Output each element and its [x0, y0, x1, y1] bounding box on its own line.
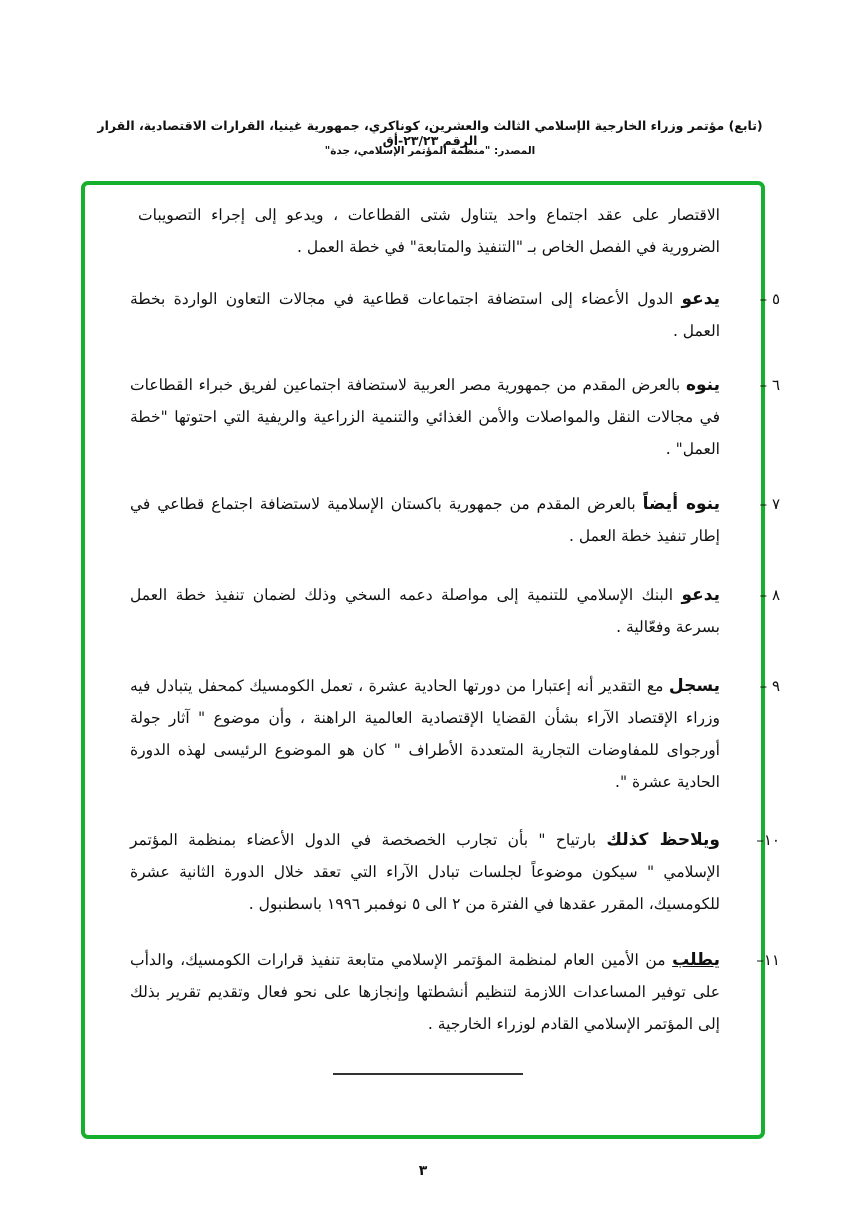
item-verb: ويلاحظ كذلك: [606, 830, 720, 850]
resolution-item-10: [130, 824, 780, 920]
item-number: ٦ –: [759, 376, 780, 394]
item-text: بالعرض المقدم من جمهورية مصر العربية لاستضافة اجتماعين لفريق خبراء القطاعات في مجالات النقل والمواصلات والأمن الغذائي والتنمية الزراعية والريفية التي احتوتها "خطة العمل" .: [130, 376, 720, 458]
resolution-item-8: [130, 579, 780, 643]
item-verb: يدعو: [681, 585, 720, 605]
item-verb: ينوه: [685, 375, 720, 395]
item-text: بالعرض المقدم من جمهورية باكستان الإسلامية لاستضافة اجتماع قطاعي في إطار تنفيذ خطة العمل .: [130, 495, 720, 545]
item-verb: يدعو: [681, 289, 720, 309]
item-number: ٧ –: [759, 495, 780, 513]
item-number: ١١–: [756, 951, 780, 969]
item-number: ٩ –: [759, 677, 780, 695]
item-number: ١٠–: [756, 831, 780, 849]
continuation-paragraph: الاقتصار على عقد اجتماع واحد يتناول شتى القطاعات ، ويدعو إلى إجراء التصويبات الضرورية في الفصل الخاص بـ "التنفيذ والمتابعة" في خطة العمل .: [138, 206, 720, 256]
item-text: من الأمين العام لمنظمة المؤتمر الإسلامي متابعة تنفيذ قرارات الكومسيك، والدأب على توفير المساعدات اللازمة لتنظيم أنشطتها وإنجازها على نحو فعال وتقديم تقرير بذلك إلى المؤتمر الإسلامي القادم لوزراء الخارجية .: [130, 951, 720, 1033]
resolution-item-6: [130, 369, 780, 465]
item-text: البنك الإسلامي للتنمية إلى مواصلة دعمه السخي وذلك لضمان تنفيذ خطة العمل بسرعة وفعّالية .: [130, 586, 720, 636]
resolution-item-5: [130, 283, 780, 347]
item-verb: يسجل: [668, 676, 721, 696]
item-number: ٥ –: [759, 290, 780, 308]
document-header-title: (تابع) مؤتمر وزراء الخارجية الإسلامي الثالث والعشرين، كوناكري، جمهورية غينيا، القرارات الاقتصادية، القرار الرقم ٢٣/٢٣-أق: [97, 118, 763, 148]
item-verb: يطلب: [672, 950, 720, 970]
item-number: ٨ –: [759, 586, 780, 604]
resolution-item-7: [130, 488, 780, 552]
document-source: المصدر: "منظمة المؤتمر الإسلامي، جدة": [324, 145, 536, 157]
item-verb: ينوه أيضاً: [642, 494, 720, 514]
item-text: الدول الأعضاء إلى استضافة اجتماعات قطاعية في مجالات التعاون الواردة بخطة العمل .: [130, 290, 720, 340]
item-text: بارتياح " بأن تجارب الخصخصة في الدول الأعضاء بمنظمة المؤتمر الإسلامي " سيكون موضوعاً لجلسات تبادل الآراء التي تعقد خلال الدورة الثانية عشرة للكومسيك، المقرر عقدها في الفترة من ٢ الى ٥ نوفمبر ١٩٩٦ باسطنبول .: [130, 831, 720, 913]
item-text: مع التقدير أنه إعتبارا من دورتها الحادية عشرة ، تعمل الكومسيك كمحفل يتبادل فيه وزراء الإقتصاد الآراء بشأن القضايا الإقتصادية العالمية الراهنة ، وأن موضوع " آثار جولة أورجواى للمفاوضات التجارية المتعددة الأطراف " كان هو الموضوع الرئيسى لهذه الدورة الحادية عشرة ".: [130, 677, 720, 791]
resolution-item-9: [130, 670, 780, 798]
page-number: ٣: [418, 1163, 428, 1179]
end-rule-divider: [333, 1073, 523, 1075]
resolution-item-11: [130, 944, 780, 1040]
